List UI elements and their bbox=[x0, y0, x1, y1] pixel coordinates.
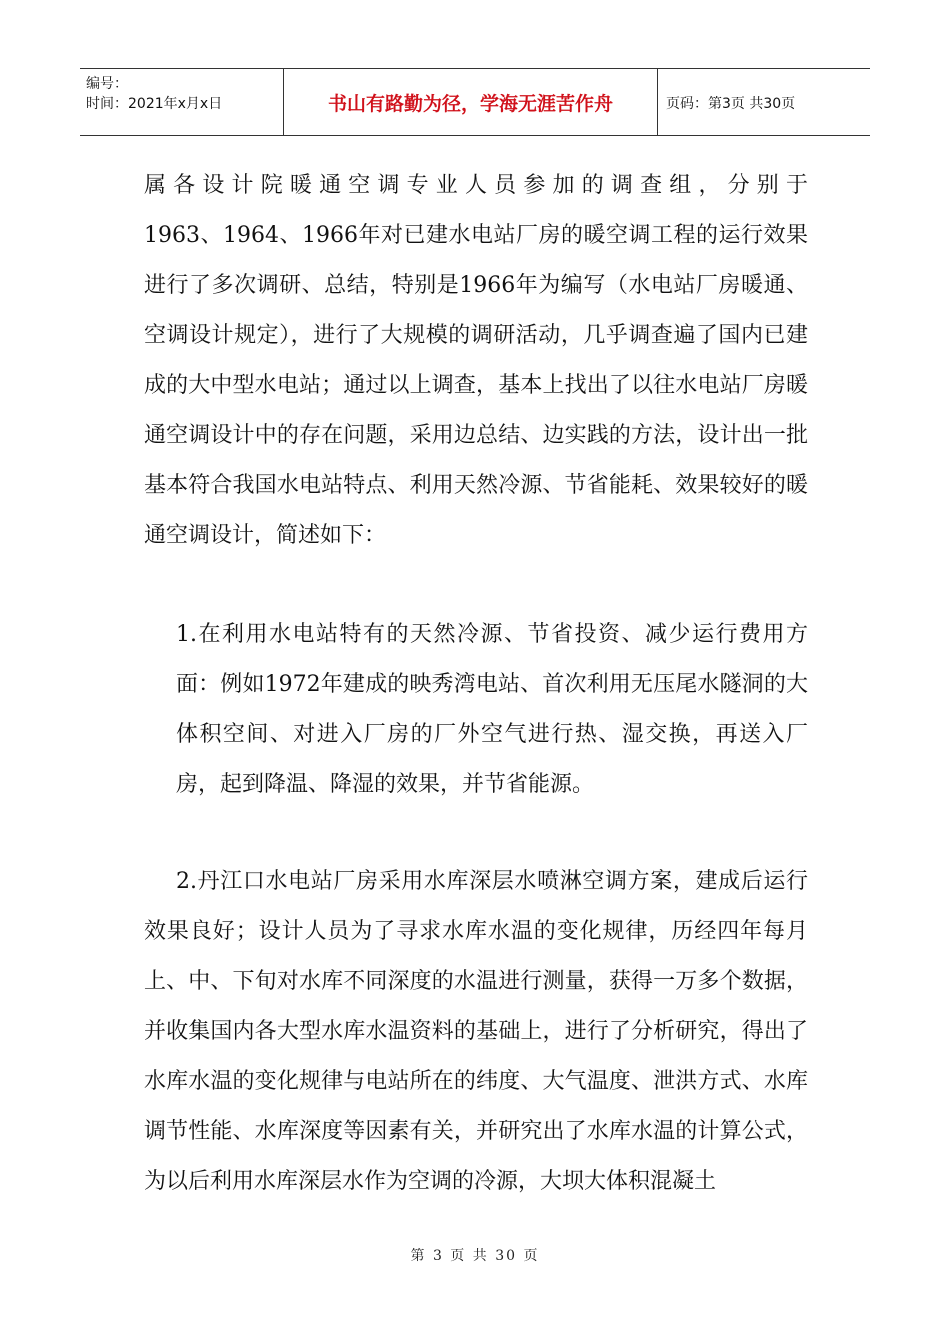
page-footer: 第 3 页 共 30 页 bbox=[410, 1248, 540, 1264]
document-number-label: 编号： bbox=[86, 76, 128, 92]
document-header bbox=[80, 68, 870, 136]
body-paragraph-2: 1.在利用水电站特有的天然冷源、节省投资、减少运行费用方面：例如1972年建成的映秀湾电站、首次利用无压尾水隧洞的大体积空间、对进入厂房的厂外空气进行热、湿交换，再送入厂房，起到降温、降湿的效果，并节省能源。 bbox=[176, 622, 808, 797]
body-paragraph-3: 2.丹江口水电站厂房采用水库深层水喷淋空调方案，建成后运行效果良好；设计人员为了寻求水库水温的变化规律，历经四年每月上、中、下旬对水库不同深度的水温进行测量，获得一万多个数据，并收集国内各大型水库水温资料的基础上，进行了分析研究，得出了水库水温的变化规律与电站所在的纬度、大气温度、泄洪方式、水库调节性能、水库深度等因素有关，并研究出了水库水温的计算公式，为以后利用水库深层水作为空调的冷源，大坝大体积混凝土 bbox=[144, 869, 808, 1194]
paragraph-1-first-line: 属各设计院暖通空调专业人员参加的调查组，分别于 bbox=[144, 173, 808, 198]
header-page-info: 页码：第3页 共30页 bbox=[666, 96, 796, 112]
body-paragraph-1 bbox=[144, 161, 808, 561]
header-motto-cell bbox=[284, 69, 658, 135]
header-motto: 书山有路勤为径，学海无涯苦作舟 bbox=[327, 93, 613, 115]
document-time-label: 时间：2021年x月x日 bbox=[86, 96, 223, 112]
header-meta-cell bbox=[80, 69, 284, 135]
header-page-cell bbox=[658, 69, 870, 135]
paragraph-1-rest: 1963、1964、1966年对已建水电站厂房的暖空调工程的运行效果进行了多次调研、总结，特别是1966年为编写（水电站厂房暖通、空调设计规定），进行了大规模的调研活动，几乎调查遍了国内已建成的大中型水电站；通过以上调查，基本上找出了以往水电站厂房暖通空调设计中的存在问题，采用边总结、边实践的方法，设计出一批基本符合我国水电站特点、利用天然冷源、节省能耗、效果较好的暖通空调设计，简述如下： bbox=[144, 223, 808, 548]
